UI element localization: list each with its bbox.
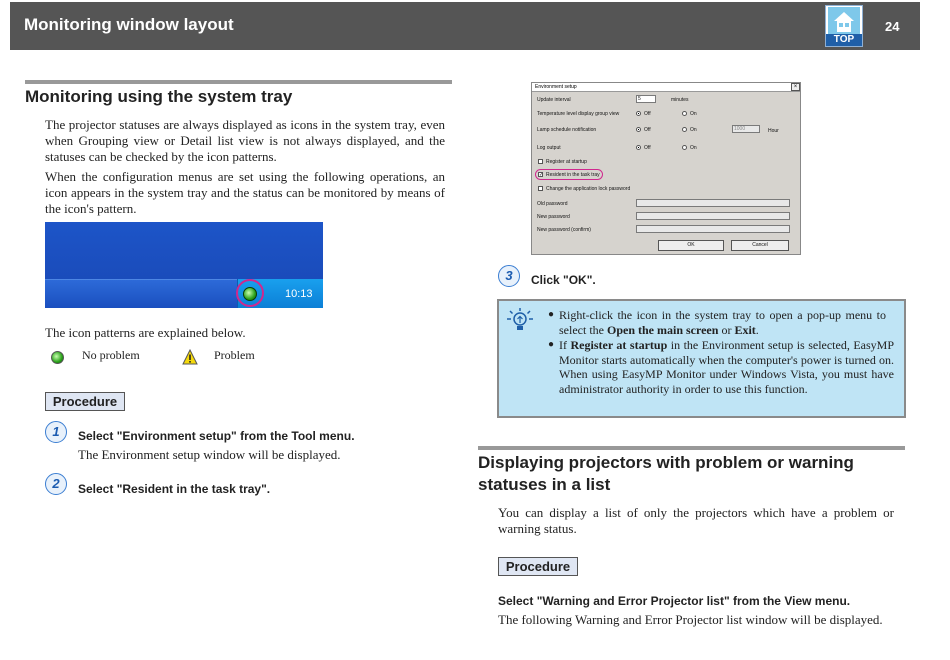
update-interval-label: Update interval — [537, 97, 571, 103]
header-title: Monitoring window layout — [24, 15, 234, 34]
section-rule-2 — [478, 446, 905, 450]
log-off-label: Off — [644, 145, 651, 151]
note-1-text-b: or — [721, 322, 732, 337]
step-1-title: Select "Environment setup" from the Tool menu. — [78, 429, 355, 443]
log-on-radio[interactable] — [682, 145, 687, 150]
resident-tray-label: Resident in the task tray — [546, 172, 600, 178]
resident-tray-checkbox[interactable]: ✓ — [539, 172, 544, 178]
icon-patterns-intro: The icon patterns are explained below. — [45, 325, 246, 340]
step-number-3: 3 — [498, 265, 520, 287]
dialog-titlebar — [532, 83, 800, 92]
legend-problem: Problem — [214, 348, 255, 362]
update-interval-input[interactable]: 5 — [636, 95, 656, 103]
procedure-badge-2: Procedure — [498, 557, 578, 576]
warning-list-step-detail: The following Warning and Error Projector list window will be displayed. — [498, 612, 883, 627]
top-button[interactable] — [825, 5, 863, 47]
warning-list-step-title: Select "Warning and Error Projector list" from the View menu. — [498, 594, 851, 608]
note-1-bold-a: Open the main screen — [606, 322, 719, 337]
note-2-text-a: If — [559, 338, 567, 352]
register-startup-checkbox[interactable] — [538, 159, 543, 164]
new-password-label: New password — [537, 214, 570, 220]
lamp-off-label: Off — [644, 127, 651, 133]
page-number: 24 — [885, 19, 900, 34]
page-header — [10, 2, 920, 50]
step-1-detail: The Environment setup window will be displayed. — [78, 447, 341, 462]
temp-display-label: Temperature level display group view — [537, 111, 620, 117]
note-item-1 — [559, 308, 886, 337]
temp-on-label: On — [690, 111, 697, 117]
section-rule — [25, 80, 452, 84]
note-1-bold-b: Exit — [734, 322, 756, 337]
tray-highlight-circle — [236, 279, 264, 307]
new-password-input[interactable] — [636, 212, 790, 220]
dialog-title: Environment setup — [535, 84, 577, 90]
note-item-2 — [559, 338, 894, 396]
home-graphic-icon — [828, 7, 860, 35]
log-off-radio[interactable] — [636, 145, 641, 150]
lamp-on-radio[interactable] — [682, 127, 687, 132]
log-output-label: Log output — [537, 145, 561, 151]
list-intro-paragraph: You can display a list of only the projectors which have a problem or warning status. — [498, 505, 894, 536]
step-number-1: 1 — [45, 421, 67, 443]
temp-on-radio[interactable] — [682, 111, 687, 116]
temp-off-radio[interactable] — [636, 111, 641, 116]
section-title-2: Displaying projectors with problem or warning statuses in a list — [478, 453, 854, 494]
taskbar-screenshot — [45, 222, 323, 308]
note-bullet-1: ● — [548, 309, 555, 320]
lamp-schedule-label: Lamp schedule notification — [537, 127, 597, 133]
lamp-hours-unit: Hour — [768, 128, 779, 134]
cancel-button[interactable]: Cancel — [731, 240, 789, 251]
confirm-password-input[interactable] — [636, 225, 790, 233]
green-circle-icon — [51, 351, 64, 364]
lightbulb-icon — [506, 307, 534, 333]
note-1-text-c: . — [755, 322, 759, 337]
update-interval-unit: minutes — [671, 97, 689, 103]
old-password-input[interactable] — [636, 199, 790, 207]
resident-highlight-outline — [535, 169, 603, 180]
lamp-off-radio[interactable] — [636, 127, 641, 132]
register-startup-label: Register at startup — [546, 159, 587, 165]
confirm-password-label: New password (confirm) — [537, 227, 591, 233]
procedure-badge: Procedure — [45, 392, 125, 411]
lamp-hours-input[interactable]: 1000 — [732, 125, 760, 133]
note-2-text-b: in the Environment setup is selected, EasyMP Monitor starts automatically when the computer's power is turned on. When using EasyMP Monitor under Windows Vista, you must have administrator authority in order to use this function. — [559, 338, 895, 396]
top-button-label: TOP — [826, 34, 862, 46]
log-on-label: On — [690, 145, 697, 151]
note-1-text-a: Right-click the icon in the system tray to open a pop-up menu to select the — [559, 308, 886, 337]
ok-button[interactable]: OK — [658, 240, 724, 251]
change-password-label: Change the application lock password — [546, 186, 631, 192]
intro-paragraph: The projector statuses are always displayed as icons in the system tray, even when Grouping view or Detail list view is not always displayed, and the statuses can be checked by the icon patterns. — [45, 117, 445, 164]
lamp-on-label: On — [690, 127, 697, 133]
change-password-checkbox[interactable] — [538, 186, 543, 191]
step-2-title: Select "Resident in the task tray". — [78, 482, 271, 496]
legend-no-problem: No problem — [82, 348, 140, 362]
note-2-bold: Register at startup — [570, 338, 668, 352]
step-3-title: Click "OK". — [531, 273, 596, 287]
warning-triangle-icon — [182, 349, 198, 365]
temp-off-label: Off — [644, 111, 651, 117]
section-title: Monitoring using the system tray — [25, 87, 293, 106]
close-icon[interactable]: × — [791, 83, 800, 91]
config-paragraph: When the configuration menus are set using the following operations, an icon appears in the system tray and the status can be monitored by means of the icon's pattern. — [45, 169, 445, 216]
old-password-label: Old password — [537, 201, 568, 207]
step-number-2: 2 — [45, 473, 67, 495]
environment-setup-dialog — [531, 82, 801, 255]
note-bullet-2: ● — [548, 339, 555, 350]
taskbar-clock: 10:13 — [285, 288, 313, 300]
